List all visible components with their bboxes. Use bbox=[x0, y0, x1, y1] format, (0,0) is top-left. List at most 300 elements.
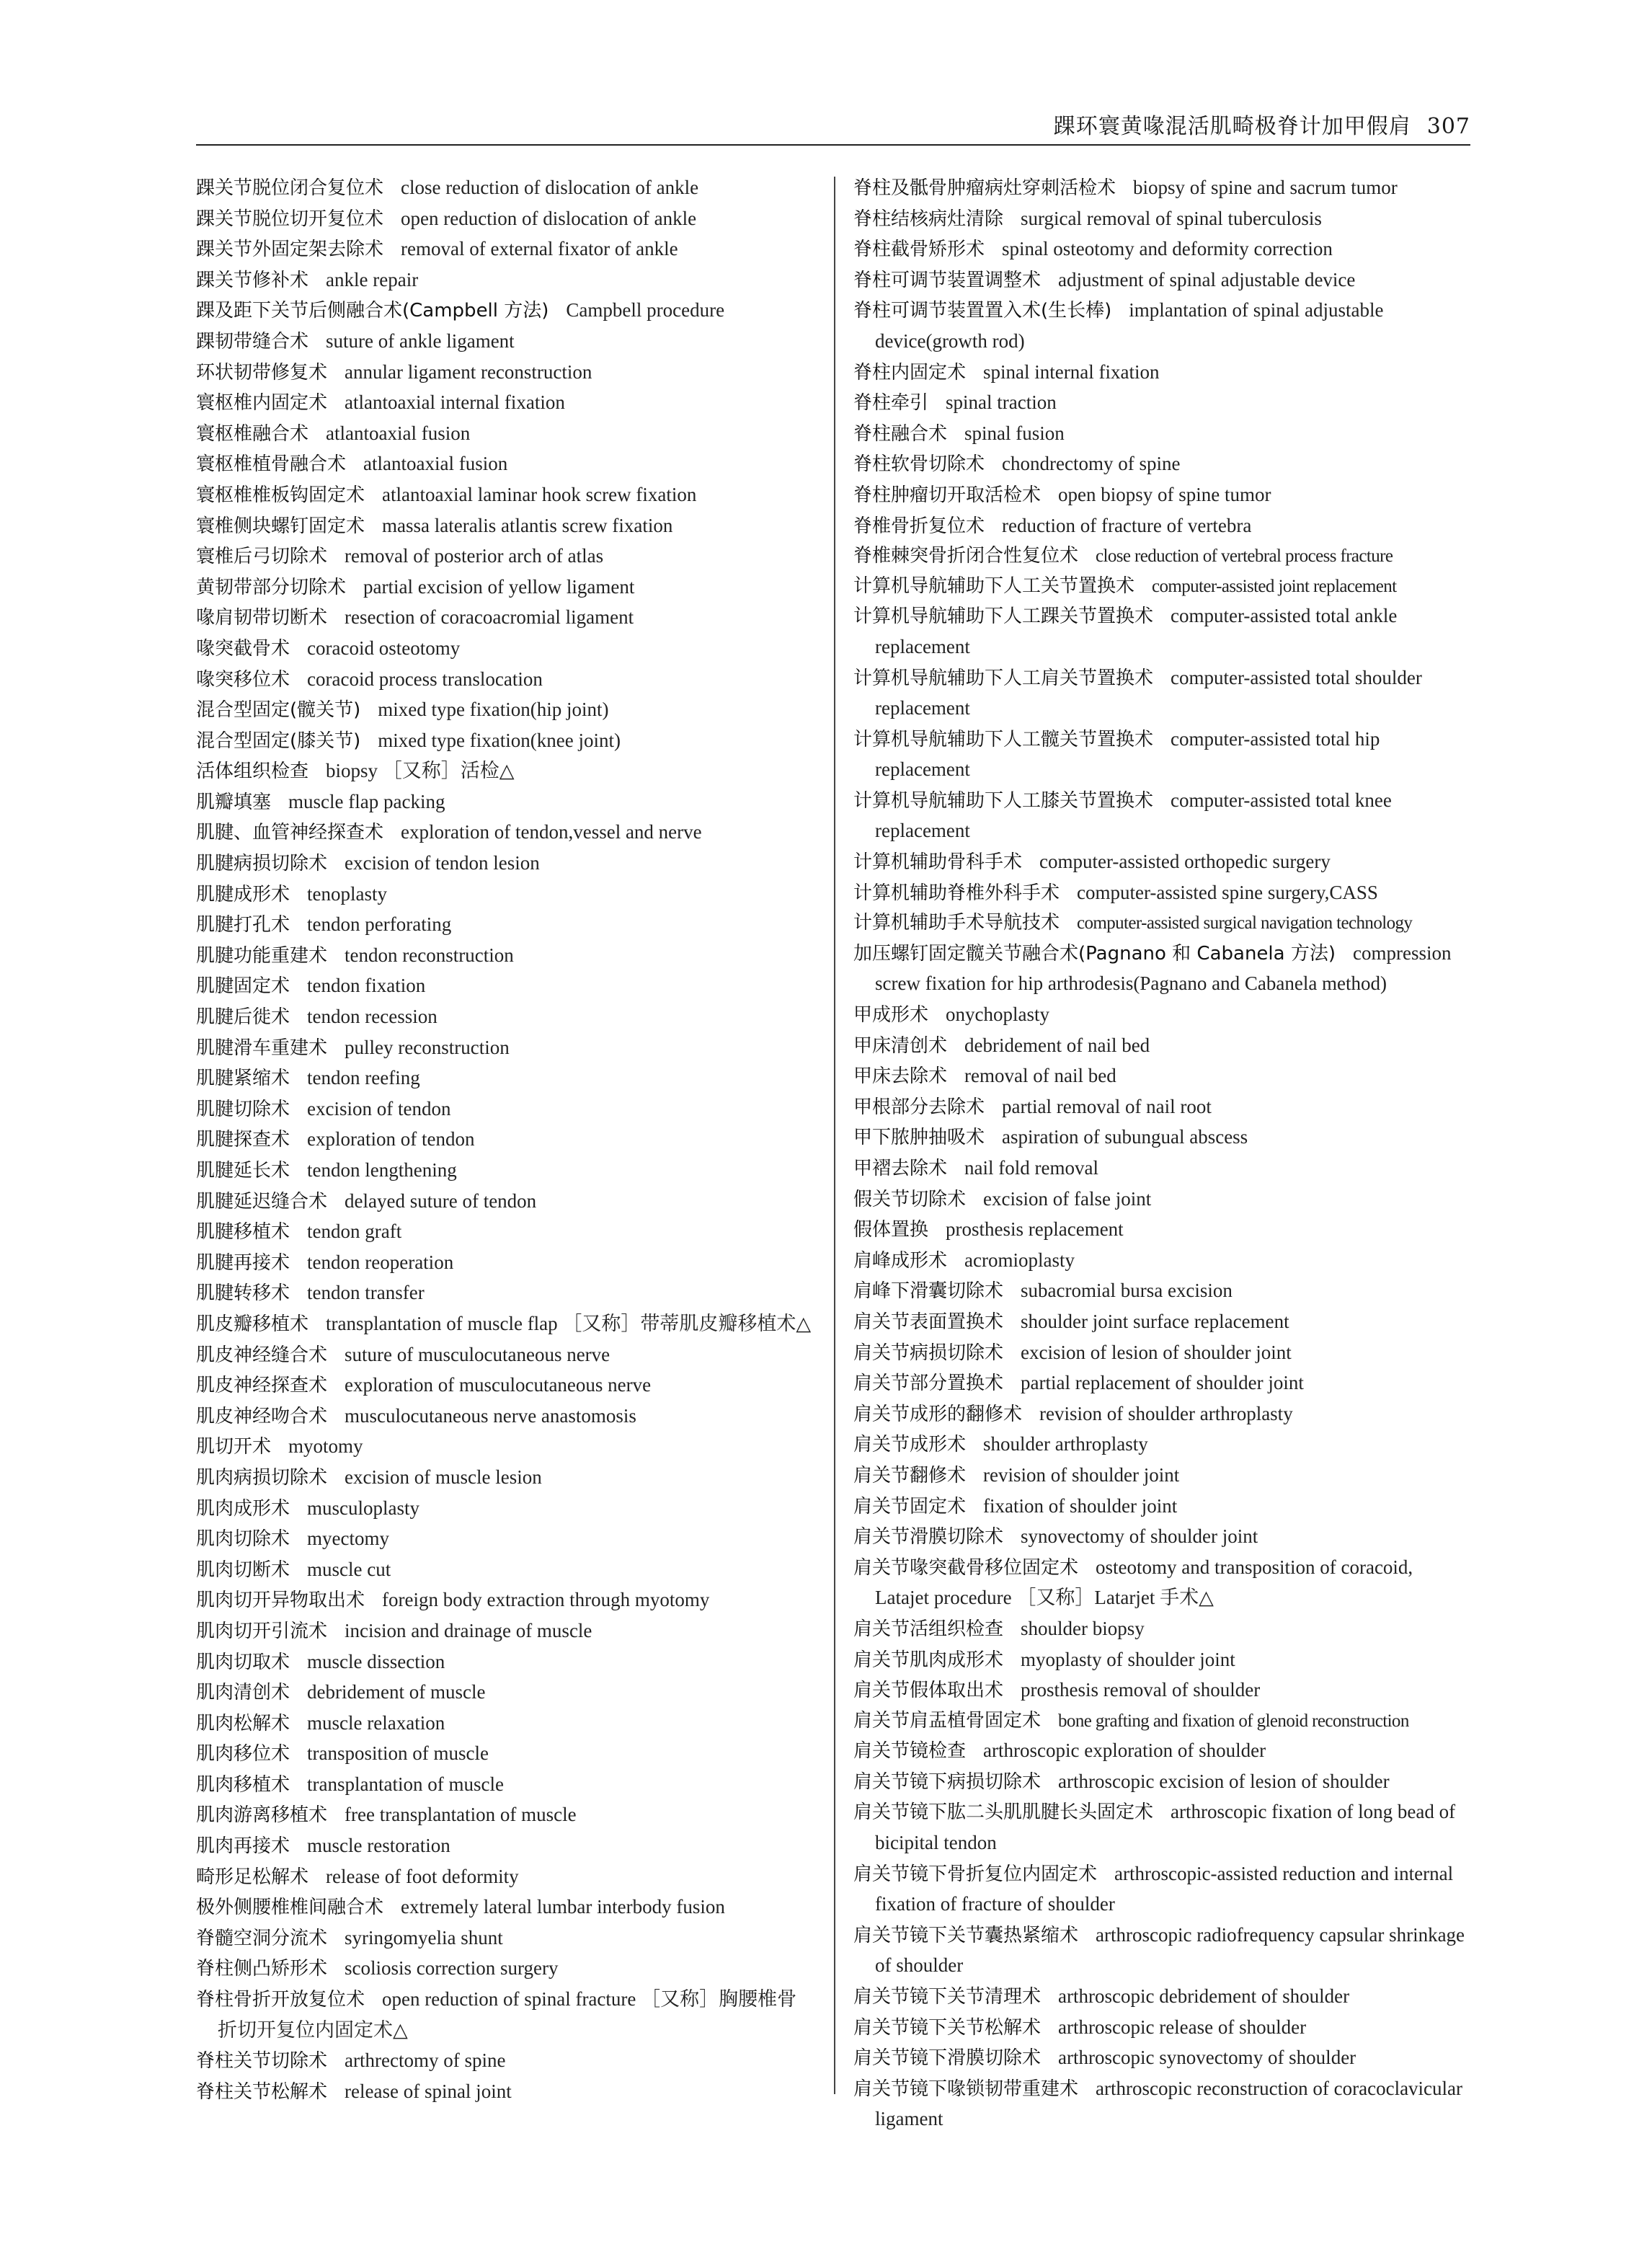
glossary-entry bbox=[196, 756, 816, 787]
glossary-entry bbox=[196, 1739, 816, 1770]
right-column bbox=[853, 173, 1470, 2135]
entry-chinese-term: 肌肉松解术 bbox=[196, 1712, 290, 1734]
entry-chinese-term: 肌肉切除术 bbox=[196, 1528, 290, 1551]
glossary-entry bbox=[196, 1923, 816, 1954]
glossary-entry bbox=[196, 1187, 816, 1218]
glossary-entry bbox=[853, 1276, 1470, 1307]
entry-english-term: close reduction of dislocation of ankle bbox=[401, 177, 699, 198]
entry-chinese-term: 活体组织检查 bbox=[196, 761, 309, 783]
glossary-entry bbox=[196, 1677, 816, 1708]
entry-chinese-term: 肩关节镜下肱二头肌肌腱长头固定术 bbox=[853, 1801, 1154, 1824]
entry-chinese-term: 肩关节镜下关节松解术 bbox=[853, 2016, 1042, 2039]
entry-chinese-term: 肩关节翻修术 bbox=[853, 1464, 967, 1486]
entry-chinese-term: 脊柱牵引 bbox=[853, 392, 929, 415]
entry-english-term: bone grafting and fixation of glenoid reconstruction bbox=[1058, 1711, 1409, 1731]
entry-chinese-term: 肌腱成形术 bbox=[196, 883, 290, 905]
glossary-entry bbox=[196, 1156, 816, 1187]
entry-english-term: implantation of spinal adjustable device(growth rod) bbox=[875, 299, 1384, 352]
entry-english-term: compression screw fixation for hip arthrodesis(Pagnano and Cabanela method) bbox=[875, 941, 1452, 995]
glossary-entry bbox=[196, 511, 816, 542]
entry-chinese-term: 肩关节活组织检查 bbox=[853, 1618, 1004, 1640]
entry-english-term: partial removal of nail root bbox=[1002, 1095, 1212, 1117]
entry-chinese-term: 肌腱转移术 bbox=[196, 1282, 290, 1305]
entry-english-term: tenoplasty bbox=[307, 882, 387, 905]
glossary-entry bbox=[853, 1307, 1470, 1338]
entry-chinese-term: 肌腱后徙术 bbox=[196, 1006, 290, 1029]
entry-chinese-term: 喙突截骨术 bbox=[196, 637, 290, 660]
entry-chinese-term: 畸形足松解术 bbox=[196, 1866, 309, 1888]
glossary-entry bbox=[196, 1309, 816, 1340]
entry-english-term: myoplasty of shoulder joint bbox=[1021, 1648, 1235, 1670]
entry-english-term: delayed suture of tendon bbox=[345, 1189, 537, 1212]
entry-english-term: nail fold removal bbox=[964, 1157, 1098, 1179]
entry-chinese-term: 脊柱软骨切除术 bbox=[853, 453, 985, 476]
entry-chinese-term: 计算机辅助手术导航技术 bbox=[853, 912, 1060, 934]
entry-english-term: atlantoaxial laminar hook screw fixation bbox=[382, 483, 697, 505]
glossary-entry bbox=[853, 1031, 1470, 1062]
entry-chinese-term: 肌肉清创术 bbox=[196, 1682, 290, 1704]
glossary-entry bbox=[853, 449, 1470, 480]
entry-chinese-term: 肩峰下滑囊切除术 bbox=[853, 1280, 1004, 1303]
entry-english-term: suture of ankle ligament bbox=[326, 329, 515, 352]
glossary-entry bbox=[853, 663, 1470, 724]
glossary-entry bbox=[853, 358, 1470, 389]
entry-english-term: shoulder joint surface replacement bbox=[1021, 1310, 1289, 1332]
entry-english-term: arthrectomy of spine bbox=[345, 2049, 506, 2072]
glossary-entry bbox=[853, 204, 1470, 235]
entry-english-term: massa lateralis atlantis screw fixation bbox=[382, 514, 673, 536]
entry-chinese-term: 肌肉切取术 bbox=[196, 1651, 290, 1673]
entry-chinese-term: 肩关节镜下病损切除术 bbox=[853, 1770, 1042, 1793]
glossary-entry bbox=[196, 1616, 816, 1647]
glossary-entry bbox=[853, 724, 1470, 786]
page-number: 307 bbox=[1426, 114, 1470, 139]
entry-english-term: arthroscopic radiofrequency capsular shrinkage of shoulder bbox=[875, 1923, 1465, 1977]
glossary-entry bbox=[853, 786, 1470, 847]
glossary-entry bbox=[853, 1645, 1470, 1676]
entry-chinese-term: 肌皮瓣移植术 bbox=[196, 1313, 309, 1335]
entry-chinese-term: 肌肉切开引流术 bbox=[196, 1620, 328, 1642]
entry-chinese-term: 甲成形术 bbox=[853, 1004, 929, 1027]
glossary-entry bbox=[853, 1491, 1470, 1522]
entry-english-term: transposition of muscle bbox=[307, 1742, 489, 1765]
entry-chinese-term: 混合型固定(膝关节) bbox=[196, 730, 361, 752]
entry-chinese-term: 极外侧腰椎椎间融合术 bbox=[196, 1897, 384, 1919]
entry-chinese-term: 肌腱、血管神经探查术 bbox=[196, 822, 384, 844]
entry-chinese-term: 肩关节镜下关节清理术 bbox=[853, 1986, 1042, 2008]
entry-chinese-term: 黄韧带部分切除术 bbox=[196, 576, 347, 598]
entry-english-term: release of spinal joint bbox=[345, 2080, 512, 2102]
entry-english-term: coracoid process translocation bbox=[307, 668, 543, 690]
entry-chinese-term: 肩关节镜检查 bbox=[853, 1740, 967, 1763]
entry-chinese-term: 计算机导航辅助下人工踝关节置换术 bbox=[853, 606, 1154, 628]
glossary-entry bbox=[853, 2074, 1470, 2135]
glossary-entry bbox=[196, 634, 816, 665]
glossary-entry bbox=[196, 879, 816, 910]
entry-chinese-term: 肌腱固定术 bbox=[196, 975, 290, 998]
entry-english-term: musculoplasty bbox=[307, 1497, 420, 1519]
entry-chinese-term: 肌皮神经缝合术 bbox=[196, 1344, 328, 1366]
entry-english-term: arthroscopic release of shoulder bbox=[1058, 2016, 1307, 2038]
entry-english-term: spinal osteotomy and deformity correction bbox=[1002, 238, 1333, 260]
entry-english-term: chondrectomy of spine bbox=[1002, 453, 1181, 475]
entry-english-term: Campbell procedure bbox=[566, 299, 725, 322]
entry-english-term: syringomyelia shunt bbox=[345, 1926, 503, 1949]
entry-chinese-term: 肩关节固定术 bbox=[853, 1495, 967, 1517]
entry-english-term: muscle flap packing bbox=[288, 790, 445, 812]
entry-english-term: revision of shoulder joint bbox=[983, 1463, 1180, 1486]
entry-english-term: tendon lengthening bbox=[307, 1159, 457, 1181]
entry-chinese-term: 脊柱可调节装置调整术 bbox=[853, 269, 1042, 291]
entry-english-term: biopsy ［又称］活检△ bbox=[326, 760, 515, 782]
entry-chinese-term: 踝韧带缝合术 bbox=[196, 330, 309, 353]
entry-chinese-term: 肌腱探查术 bbox=[196, 1129, 290, 1151]
glossary-entry bbox=[853, 1767, 1470, 1798]
entry-chinese-term: 踝及距下关节后侧融合术(Campbell 方法) bbox=[196, 300, 549, 322]
entry-chinese-term: 脊柱及骶骨肿瘤病灶穿刺活检术 bbox=[853, 177, 1116, 199]
entry-chinese-term: 脊柱侧凸矫形术 bbox=[196, 1958, 328, 1980]
entry-chinese-term: 计算机辅助骨科手术 bbox=[853, 851, 1023, 874]
entry-english-term: computer-assisted total ankle replacement bbox=[875, 605, 1398, 657]
entry-chinese-term: 肩关节镜下喙锁韧带重建术 bbox=[853, 2078, 1079, 2100]
entry-chinese-term: 肩关节肩盂植骨固定术 bbox=[853, 1709, 1042, 1732]
entry-chinese-term: 肌皮神经探查术 bbox=[196, 1375, 328, 1397]
glossary-entry bbox=[196, 848, 816, 879]
entry-chinese-term: 肩关节镜下滑膜切除术 bbox=[853, 2047, 1042, 2070]
entry-english-term: excision of lesion of shoulder joint bbox=[1021, 1341, 1292, 1363]
glossary-entry bbox=[196, 1463, 816, 1494]
entry-english-term: tendon transfer bbox=[307, 1282, 425, 1304]
entry-chinese-term: 肌腱功能重建术 bbox=[196, 944, 328, 967]
entry-english-term: arthroscopic synovectomy of shoulder bbox=[1058, 2047, 1356, 2069]
glossary-entry bbox=[196, 726, 816, 757]
glossary-entry bbox=[196, 541, 816, 572]
entry-english-term: exploration of tendon bbox=[307, 1128, 475, 1151]
entry-english-term: exploration of musculocutaneous nerve bbox=[345, 1374, 652, 1396]
entry-chinese-term: 甲床清创术 bbox=[853, 1034, 948, 1057]
entry-english-term: partial excision of yellow ligament bbox=[363, 575, 635, 598]
entry-chinese-term: 肌腱紧缩术 bbox=[196, 1068, 290, 1090]
glossary-entry bbox=[196, 1432, 816, 1463]
entry-english-term: exploration of tendon,vessel and nerve bbox=[401, 821, 702, 843]
entry-chinese-term: 脊柱可调节装置置入术(生长棒) bbox=[853, 300, 1112, 322]
glossary-entry bbox=[853, 939, 1470, 1000]
entry-english-term: debridement of muscle bbox=[307, 1681, 486, 1703]
entry-chinese-term: 肌皮神经吻合术 bbox=[196, 1405, 328, 1427]
entry-english-term: mixed type fixation(knee joint) bbox=[378, 729, 621, 751]
entry-english-term: shoulder biopsy bbox=[1021, 1617, 1145, 1639]
glossary-entry bbox=[196, 204, 816, 235]
entry-english-term: surgical removal of spinal tuberculosis bbox=[1021, 207, 1322, 229]
entry-english-term: removal of posterior arch of atlas bbox=[345, 545, 604, 567]
entry-chinese-term: 假关节切除术 bbox=[853, 1188, 967, 1210]
entry-english-term: release of foot deformity bbox=[326, 1865, 519, 1887]
glossary-entry bbox=[853, 1430, 1470, 1460]
glossary-entry bbox=[196, 1892, 816, 1923]
entry-chinese-term: 脊髓空洞分流术 bbox=[196, 1927, 328, 1949]
entry-english-term: spinal internal fixation bbox=[983, 360, 1160, 383]
entry-english-term: muscle cut bbox=[307, 1558, 391, 1580]
entry-english-term: incision and drainage of muscle bbox=[345, 1619, 592, 1641]
glossary-entry bbox=[853, 1675, 1470, 1706]
glossary-entry bbox=[853, 1736, 1470, 1767]
entry-chinese-term: 踝关节修补术 bbox=[196, 269, 309, 291]
entry-english-term: foreign body extraction through myotomy bbox=[382, 1589, 710, 1611]
entry-english-term: tendon reoperation bbox=[307, 1251, 454, 1273]
entry-chinese-term: 肌肉游离移植术 bbox=[196, 1804, 328, 1827]
entry-chinese-term: 肌腱移植术 bbox=[196, 1221, 290, 1244]
glossary-entry bbox=[196, 1585, 816, 1616]
entry-english-term: computer-assisted total knee replacement bbox=[875, 789, 1392, 842]
entry-english-term: arthroscopic reconstruction of coracoclavicular ligament bbox=[875, 2077, 1463, 2130]
glossary-entry bbox=[196, 388, 816, 419]
entry-english-term: free transplantation of muscle bbox=[345, 1804, 577, 1826]
glossary-entry bbox=[196, 1401, 816, 1432]
entry-english-term: excision of muscle lesion bbox=[345, 1466, 542, 1488]
glossary-entry bbox=[196, 2046, 816, 2077]
entry-chinese-term: 肌肉病损切除术 bbox=[196, 1466, 328, 1489]
entry-english-term: suture of musculocutaneous nerve bbox=[345, 1343, 610, 1365]
glossary-entry bbox=[853, 572, 1470, 602]
entry-chinese-term: 脊柱结核病灶清除 bbox=[853, 208, 1004, 230]
entry-english-term: resection of coracoacromial ligament bbox=[345, 606, 634, 629]
entry-english-term: myectomy bbox=[307, 1528, 389, 1550]
entry-english-term: subacromial bursa excision bbox=[1021, 1280, 1233, 1302]
glossary-entry bbox=[853, 1553, 1470, 1614]
entry-english-term: musculocutaneous nerve anastomosis bbox=[345, 1404, 636, 1427]
entry-english-term: debridement of nail bed bbox=[964, 1034, 1150, 1056]
entry-chinese-term: 踝关节脱位闭合复位术 bbox=[196, 177, 384, 199]
entry-chinese-term: 肌切开术 bbox=[196, 1436, 272, 1458]
entry-english-term: tendon perforating bbox=[307, 913, 452, 936]
entry-english-term: excision of tendon bbox=[307, 1097, 451, 1120]
entry-english-term: computer-assisted total hip replacement bbox=[875, 727, 1380, 781]
glossary-entry bbox=[196, 1647, 816, 1678]
entry-english-term: arthroscopic fixation of long bead of bicipital tendon bbox=[875, 1801, 1456, 1854]
entry-english-term: tendon recession bbox=[307, 1006, 438, 1028]
entry-chinese-term: 甲根部分去除术 bbox=[853, 1096, 985, 1118]
entry-chinese-term: 踝关节脱位切开复位术 bbox=[196, 208, 384, 230]
glossary-entry bbox=[196, 1770, 816, 1801]
entry-english-term: reduction of fracture of vertebra bbox=[1002, 514, 1252, 536]
glossary-entry bbox=[853, 1246, 1470, 1277]
entry-chinese-term: 肩关节滑膜切除术 bbox=[853, 1526, 1004, 1548]
entry-chinese-term: 肌肉成形术 bbox=[196, 1497, 290, 1520]
entry-chinese-term: 环状韧带修复术 bbox=[196, 361, 328, 384]
entry-chinese-term: 肌腱滑车重建术 bbox=[196, 1037, 328, 1059]
entry-english-term: atlantoaxial fusion bbox=[363, 453, 508, 475]
glossary-entry bbox=[853, 173, 1470, 204]
glossary-entry bbox=[853, 1338, 1470, 1369]
entry-chinese-term: 计算机导航辅助下人工膝关节置换术 bbox=[853, 789, 1154, 812]
glossary-entry bbox=[853, 1859, 1470, 1920]
glossary-entry bbox=[196, 173, 816, 204]
entry-english-term: biopsy of spine and sacrum tumor bbox=[1133, 177, 1398, 198]
glossary-entry bbox=[196, 1954, 816, 1985]
entry-english-term: computer-assisted spine surgery,CASS bbox=[1077, 881, 1378, 903]
entry-chinese-term: 肌腱延迟缝合术 bbox=[196, 1190, 328, 1213]
running-head-title: 踝环寰黄喙混活肌畸极脊计加甲假肩 bbox=[1053, 114, 1411, 139]
entry-chinese-term: 寰枢椎融合术 bbox=[196, 422, 309, 445]
entry-chinese-term: 计算机导航辅助下人工关节置换术 bbox=[853, 575, 1135, 597]
entry-english-term: removal of nail bed bbox=[964, 1065, 1116, 1087]
entry-chinese-term: 肌腱延长术 bbox=[196, 1160, 290, 1182]
entry-english-term: coracoid osteotomy bbox=[307, 637, 461, 659]
entry-chinese-term: 踝关节外固定架去除术 bbox=[196, 239, 384, 261]
entry-chinese-term: 喙肩韧带切断术 bbox=[196, 607, 328, 629]
glossary-entry bbox=[853, 878, 1470, 909]
entry-chinese-term: 脊柱关节切除术 bbox=[196, 2050, 328, 2073]
glossary-entry bbox=[196, 665, 816, 696]
glossary-entry bbox=[853, 1797, 1470, 1858]
glossary-entry bbox=[196, 449, 816, 480]
entry-chinese-term: 寰枢椎椎板钩固定术 bbox=[196, 484, 365, 506]
glossary-entry bbox=[853, 419, 1470, 450]
entry-chinese-term: 寰枢椎内固定术 bbox=[196, 392, 328, 415]
glossary-entry bbox=[853, 847, 1470, 878]
glossary-entry bbox=[196, 1494, 816, 1525]
entry-chinese-term: 肩关节部分置换术 bbox=[853, 1373, 1004, 1395]
glossary-entry bbox=[196, 1800, 816, 1831]
entry-chinese-term: 肩关节病损切除术 bbox=[853, 1342, 1004, 1364]
glossary-entry bbox=[853, 1982, 1470, 2013]
glossary-entry bbox=[853, 1153, 1470, 1184]
glossary-entry bbox=[196, 327, 816, 358]
glossary-entry bbox=[853, 908, 1470, 939]
entry-chinese-term: 脊柱骨折开放复位术 bbox=[196, 1989, 365, 2011]
entry-chinese-term: 肌腱打孔术 bbox=[196, 914, 290, 936]
entry-english-term: scoliosis correction surgery bbox=[345, 1957, 559, 1980]
entry-english-term: annular ligament reconstruction bbox=[345, 360, 592, 383]
glossary-entry bbox=[853, 296, 1470, 357]
entry-chinese-term: 肌腱再接术 bbox=[196, 1251, 290, 1274]
entry-english-term: removal of external fixator of ankle bbox=[401, 238, 678, 260]
glossary-entry bbox=[196, 941, 816, 972]
glossary-entry bbox=[196, 265, 816, 296]
glossary-entry bbox=[196, 1094, 816, 1125]
glossary-entry bbox=[196, 971, 816, 1002]
entry-english-term: computer-assisted surgical navigation technology bbox=[1077, 913, 1413, 934]
header-rule bbox=[196, 144, 1470, 146]
glossary-entry bbox=[853, 511, 1470, 542]
entry-english-term: arthroscopic exploration of shoulder bbox=[983, 1739, 1266, 1762]
glossary-entry bbox=[196, 1862, 816, 1893]
entry-chinese-term: 肩关节肌肉成形术 bbox=[853, 1649, 1004, 1671]
entry-english-term: arthroscopic debridement of shoulder bbox=[1058, 1985, 1350, 2008]
entry-chinese-term: 甲床去除术 bbox=[853, 1065, 948, 1088]
entry-chinese-term: 肌肉移位术 bbox=[196, 1743, 290, 1765]
glossary-entry bbox=[196, 1278, 816, 1309]
glossary-entry bbox=[853, 2043, 1470, 2074]
entry-english-term: computer-assisted total shoulder replacement bbox=[875, 666, 1422, 719]
glossary-entry bbox=[853, 1460, 1470, 1491]
entry-english-term: pulley reconstruction bbox=[345, 1036, 510, 1058]
entry-english-term: muscle restoration bbox=[307, 1835, 450, 1857]
entry-chinese-term: 肩关节假体取出术 bbox=[853, 1680, 1004, 1702]
entry-chinese-term: 计算机导航辅助下人工肩关节置换术 bbox=[853, 667, 1154, 689]
column-divider bbox=[834, 177, 835, 2094]
entry-english-term: prosthesis replacement bbox=[946, 1218, 1124, 1241]
entry-english-term: computer-assisted joint replacement bbox=[1152, 576, 1397, 596]
entry-english-term: tendon reconstruction bbox=[345, 944, 514, 966]
glossary-entry bbox=[196, 480, 816, 511]
entry-english-term: excision of false joint bbox=[983, 1187, 1152, 1210]
entry-chinese-term: 肌肉切开异物取出术 bbox=[196, 1590, 365, 1612]
entry-english-term: open reduction of spinal fracture ［又称］胸腰椎骨折切开复位内固定术△ bbox=[218, 1988, 797, 2041]
entry-chinese-term: 肌腱病损切除术 bbox=[196, 853, 328, 875]
running-head bbox=[1054, 108, 1470, 140]
glossary-entry bbox=[196, 419, 816, 450]
glossary-entry bbox=[196, 1033, 816, 1064]
entry-chinese-term: 肌腱切除术 bbox=[196, 1098, 290, 1120]
glossary-entry bbox=[853, 541, 1470, 572]
page-header bbox=[196, 108, 1470, 144]
entry-english-term: adjustment of spinal adjustable device bbox=[1058, 268, 1356, 291]
entry-chinese-term: 甲下脓肿抽吸术 bbox=[853, 1127, 985, 1149]
entry-english-term: aspiration of subungual abscess bbox=[1002, 1126, 1248, 1148]
entry-english-term: atlantoaxial fusion bbox=[326, 422, 471, 444]
entry-chinese-term: 肩关节成形术 bbox=[853, 1434, 967, 1456]
glossary-entry bbox=[196, 2077, 816, 2108]
entry-chinese-term: 脊柱融合术 bbox=[853, 422, 948, 445]
glossary-entry bbox=[196, 234, 816, 265]
entry-chinese-term: 喙突移位术 bbox=[196, 668, 290, 691]
entry-english-term: partial replacement of shoulder joint bbox=[1021, 1372, 1304, 1394]
entry-english-term: arthroscopic-assisted reduction and internal fixation of fracture of shoulder bbox=[875, 1862, 1454, 1915]
glossary-entry bbox=[853, 1215, 1470, 1246]
glossary-entry bbox=[196, 296, 816, 327]
entry-chinese-term: 肩关节镜下关节囊热紧缩术 bbox=[853, 1924, 1079, 1946]
entry-english-term: prosthesis removal of shoulder bbox=[1021, 1679, 1261, 1701]
entry-english-term: close reduction of vertebral process fracture bbox=[1096, 546, 1393, 567]
entry-english-term: open reduction of dislocation of ankle bbox=[401, 207, 697, 229]
entry-chinese-term: 肩关节表面置换术 bbox=[853, 1311, 1004, 1333]
glossary-entry bbox=[196, 1831, 816, 1862]
entry-chinese-term: 肩关节喙突截骨移位固定术 bbox=[853, 1556, 1079, 1579]
entry-chinese-term: 脊柱截骨矫形术 bbox=[853, 239, 985, 261]
glossary-entry bbox=[853, 1184, 1470, 1215]
entry-english-term: extremely lateral lumbar interbody fusion bbox=[401, 1896, 725, 1918]
glossary-entry bbox=[196, 572, 816, 603]
entry-chinese-term: 计算机辅助脊椎外科手术 bbox=[853, 882, 1060, 904]
entry-english-term: spinal fusion bbox=[964, 422, 1065, 444]
entry-english-term: shoulder arthroplasty bbox=[983, 1433, 1148, 1455]
glossary-entry bbox=[196, 910, 816, 941]
glossary-entry bbox=[196, 1125, 816, 1156]
entry-chinese-term: 肩峰成形术 bbox=[853, 1249, 948, 1272]
entry-english-term: transplantation of muscle bbox=[307, 1773, 504, 1795]
entry-chinese-term: 肌肉移植术 bbox=[196, 1773, 290, 1796]
entry-chinese-term: 脊柱内固定术 bbox=[853, 361, 967, 384]
glossary-entry bbox=[853, 1368, 1470, 1399]
glossary-entry bbox=[196, 1248, 816, 1279]
entry-chinese-term: 肌肉再接术 bbox=[196, 1835, 290, 1858]
entry-english-term: muscle relaxation bbox=[307, 1711, 445, 1734]
glossary-entry bbox=[196, 603, 816, 634]
glossary-entry bbox=[853, 1000, 1470, 1031]
entry-english-term: tendon reefing bbox=[307, 1067, 420, 1089]
glossary-entry bbox=[853, 1522, 1470, 1553]
entry-english-term: tendon graft bbox=[307, 1220, 402, 1243]
entry-english-term: spinal traction bbox=[946, 391, 1057, 414]
entry-english-term: muscle dissection bbox=[307, 1650, 445, 1672]
glossary-entry bbox=[196, 817, 816, 848]
glossary-entry bbox=[196, 1340, 816, 1371]
entry-chinese-term: 寰椎侧块螺钉固定术 bbox=[196, 515, 365, 537]
entry-chinese-term: 脊椎棘突骨折闭合性复位术 bbox=[853, 545, 1079, 567]
entry-english-term: computer-assisted orthopedic surgery bbox=[1039, 851, 1331, 873]
glossary-entry bbox=[853, 1061, 1470, 1092]
